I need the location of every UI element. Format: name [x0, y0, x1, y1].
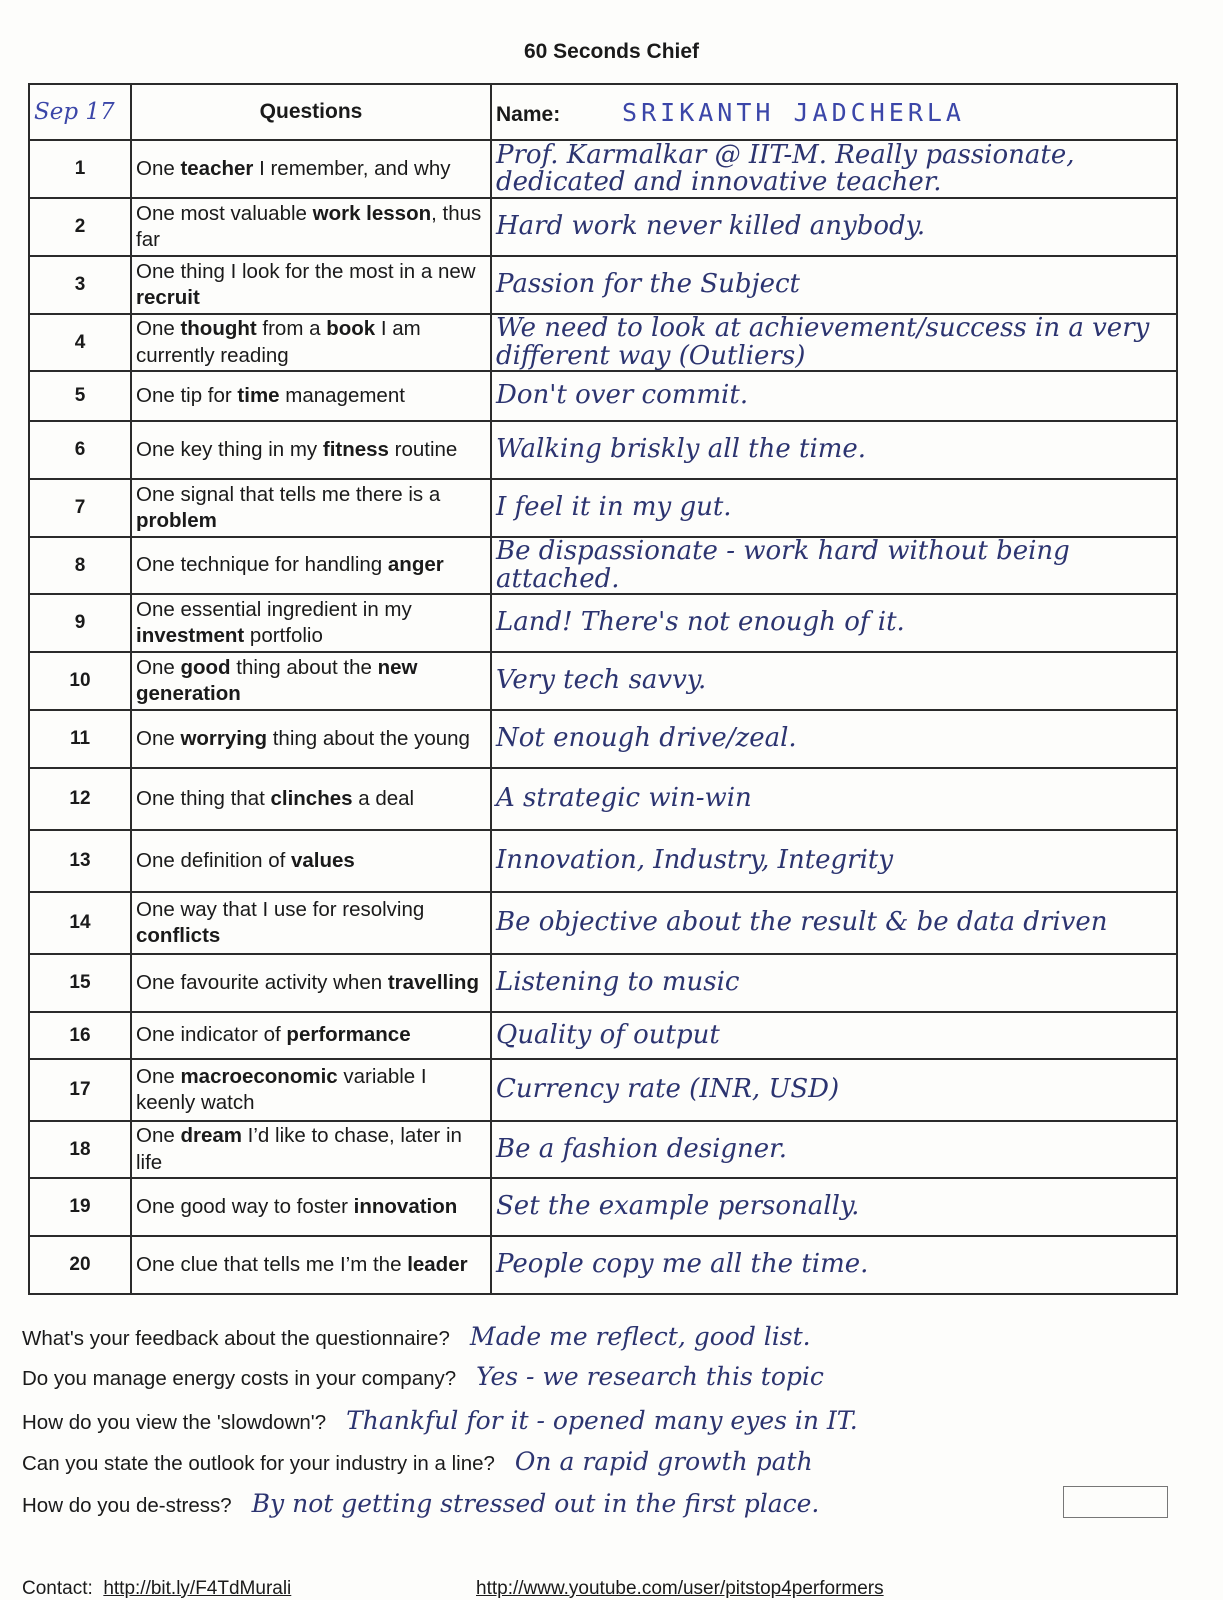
- table-row: [29, 1236, 1177, 1294]
- extra-question-line: [22, 1322, 811, 1351]
- handwritten-answer: Be dispassionate - work hard without being attached.: [491, 537, 1177, 594]
- table-row: [29, 140, 1177, 198]
- blank-box: [1063, 1486, 1168, 1518]
- question-text: One teacher I remember, and why: [131, 140, 491, 198]
- table-row: [29, 371, 1177, 421]
- question-text: One thing that clinches a deal: [131, 768, 491, 830]
- handwritten-answer: Currency rate (INR, USD): [491, 1059, 1177, 1121]
- question-text: One signal that tells me there is a problem: [131, 479, 491, 537]
- handwritten-answer: Hard work never killed anybody.: [491, 198, 1177, 256]
- table-row: [29, 768, 1177, 830]
- table-header-row: [29, 84, 1177, 140]
- table-row: [29, 537, 1177, 594]
- questions-header: Questions: [131, 84, 491, 140]
- extra-question-line: [22, 1406, 858, 1435]
- handwritten-answer: A strategic win-win: [491, 768, 1177, 830]
- extra-question: Do you manage energy costs in your company?: [22, 1367, 457, 1390]
- row-number: 18: [29, 1121, 131, 1178]
- question-text: One essential ingredient in my investment portfolio: [131, 594, 491, 652]
- row-number: 13: [29, 830, 131, 892]
- extra-answer: Yes - we research this topic: [476, 1362, 824, 1391]
- table-row: [29, 892, 1177, 954]
- table-row: [29, 954, 1177, 1012]
- row-number: 9: [29, 594, 131, 652]
- handwritten-answer: Very tech savvy.: [491, 652, 1177, 710]
- row-number: 14: [29, 892, 131, 954]
- extra-question-line: [22, 1362, 824, 1391]
- row-number: 2: [29, 198, 131, 256]
- row-number: 12: [29, 768, 131, 830]
- handwritten-answer: We need to look at achievement/success in a very different way (Outliers): [491, 314, 1177, 371]
- handwritten-answer: I feel it in my gut.: [491, 479, 1177, 537]
- question-text: One definition of values: [131, 830, 491, 892]
- extra-question: Can you state the outlook for your industry in a line?: [22, 1452, 495, 1475]
- table-row: [29, 1121, 1177, 1178]
- row-number: 6: [29, 421, 131, 479]
- table-row: [29, 594, 1177, 652]
- question-text: One key thing in my fitness routine: [131, 421, 491, 479]
- handwritten-answer: Prof. Karmalkar @ IIT-M. Really passionate, dedicated and innovative teacher.: [491, 140, 1177, 198]
- question-text: One macroeconomic variable I keenly watch: [131, 1059, 491, 1121]
- footer-youtube: [476, 1578, 884, 1600]
- handwritten-answer: Passion for the Subject: [491, 256, 1177, 314]
- handwritten-answer: Be a fashion designer.: [491, 1121, 1177, 1178]
- extra-answer: Made me reflect, good list.: [469, 1322, 811, 1351]
- row-number: 19: [29, 1178, 131, 1236]
- question-text: One technique for handling anger: [131, 537, 491, 594]
- contact-link[interactable]: http://bit.ly/F4TdMurali: [103, 1578, 292, 1599]
- handwritten-answer: Innovation, Industry, Integrity: [491, 830, 1177, 892]
- handwritten-answer: Quality of output: [491, 1012, 1177, 1059]
- question-text: One favourite activity when travelling: [131, 954, 491, 1012]
- row-number: 5: [29, 371, 131, 421]
- table-row: [29, 314, 1177, 371]
- extra-question: How do you view the 'slowdown'?: [22, 1411, 327, 1434]
- row-number: 11: [29, 710, 131, 768]
- handwritten-answer: Walking briskly all the time.: [491, 421, 1177, 479]
- extra-answer: By not getting stressed out in the first place.: [251, 1489, 820, 1518]
- table-row: [29, 1178, 1177, 1236]
- row-number: 17: [29, 1059, 131, 1121]
- handwritten-answer: People copy me all the time.: [491, 1236, 1177, 1294]
- table-row: [29, 479, 1177, 537]
- question-text: One worrying thing about the young: [131, 710, 491, 768]
- table-row: [29, 830, 1177, 892]
- table-row: [29, 421, 1177, 479]
- table-row: [29, 256, 1177, 314]
- row-number: 7: [29, 479, 131, 537]
- row-number: 8: [29, 537, 131, 594]
- handwritten-answer: Don't over commit.: [491, 371, 1177, 421]
- row-number: 3: [29, 256, 131, 314]
- row-number: 1: [29, 140, 131, 198]
- handwritten-answer: Listening to music: [491, 954, 1177, 1012]
- extra-question-line: [22, 1447, 813, 1476]
- question-text: One good way to foster innovation: [131, 1178, 491, 1236]
- row-number: 4: [29, 314, 131, 371]
- page-title: 60 Seconds Chief: [523, 40, 700, 63]
- extra-question: How do you de-stress?: [22, 1494, 232, 1517]
- question-text: One thing I look for the most in a new recruit: [131, 256, 491, 314]
- table-row: [29, 198, 1177, 256]
- footer-contact: [22, 1578, 291, 1600]
- question-text: One tip for time management: [131, 371, 491, 421]
- youtube-link[interactable]: http://www.youtube.com/user/pitstop4performers: [476, 1578, 884, 1599]
- question-text: One thought from a book I am currently reading: [131, 314, 491, 371]
- table-row: [29, 710, 1177, 768]
- extra-answer: Thankful for it - opened many eyes in IT.: [346, 1406, 858, 1435]
- row-number: 20: [29, 1236, 131, 1294]
- row-number: 10: [29, 652, 131, 710]
- questionnaire-table: [28, 83, 1178, 1295]
- name-header: [491, 84, 1177, 140]
- handwritten-answer: Land! There's not enough of it.: [491, 594, 1177, 652]
- extra-question: What's your feedback about the questionnaire?: [22, 1327, 450, 1350]
- table-row: [29, 1059, 1177, 1121]
- handwritten-answer: Be objective about the result & be data driven: [491, 892, 1177, 954]
- extra-question-line: [22, 1489, 819, 1518]
- question-text: One way that I use for resolving conflicts: [131, 892, 491, 954]
- date-cell: Sep 17: [29, 84, 131, 140]
- extra-answer: On a rapid growth path: [514, 1447, 813, 1476]
- question-text: One good thing about the new generation: [131, 652, 491, 710]
- question-text: One indicator of performance: [131, 1012, 491, 1059]
- table-row: [29, 1012, 1177, 1059]
- contact-label: Contact:: [22, 1578, 93, 1599]
- respondent-name: SRIKANTH JADCHERLA: [622, 97, 965, 127]
- question-text: One clue that tells me I’m the leader: [131, 1236, 491, 1294]
- handwritten-answer: Set the example personally.: [491, 1178, 1177, 1236]
- handwritten-answer: Not enough drive/zeal.: [491, 710, 1177, 768]
- question-text: One dream I’d like to chase, later in life: [131, 1121, 491, 1178]
- question-text: One most valuable work lesson, thus far: [131, 198, 491, 256]
- table-row: [29, 652, 1177, 710]
- row-number: 16: [29, 1012, 131, 1059]
- name-label: Name:: [496, 102, 561, 126]
- row-number: 15: [29, 954, 131, 1012]
